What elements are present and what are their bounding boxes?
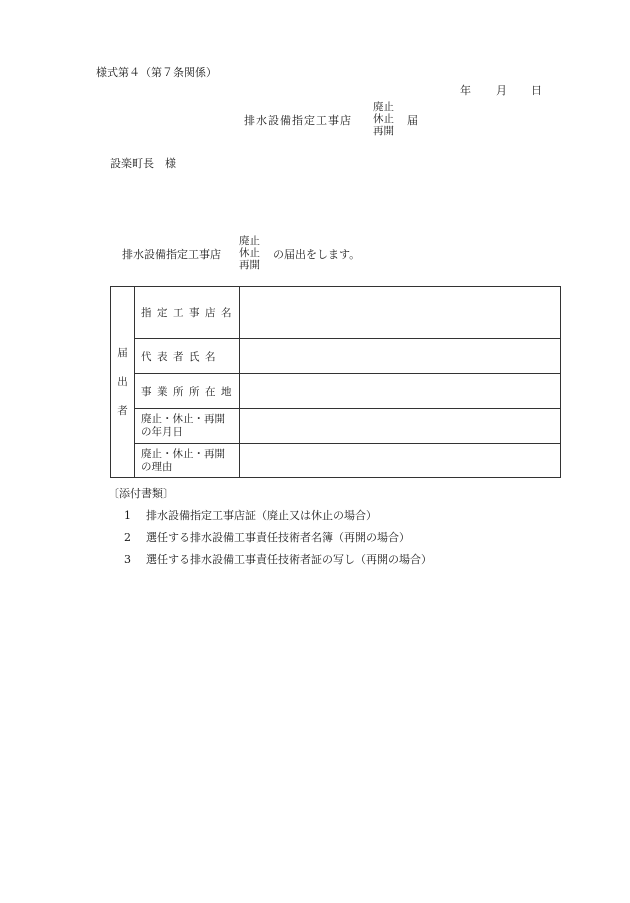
- applicant-side-label: [111, 287, 135, 478]
- statement-option-haishi: 廃止: [239, 235, 260, 247]
- title-option-saikai: 再開: [373, 125, 394, 137]
- table-row: [111, 287, 561, 339]
- side-label-char: 出: [117, 375, 128, 388]
- attachment-text: 選任する排水設備工事責任技術者証の写し（再開の場合）: [146, 553, 432, 566]
- attachment-text: 選任する排水設備工事責任技術者名簿（再開の場合）: [146, 531, 410, 544]
- statement-suffix: の届出をします。: [273, 248, 361, 261]
- table-row: [111, 409, 561, 444]
- notification-table: [110, 286, 561, 478]
- attachment-number: 2: [124, 531, 131, 544]
- field-date[interactable]: [240, 409, 561, 444]
- statement-option-saikai: 再開: [239, 259, 260, 271]
- attachment-number: 3: [124, 553, 131, 566]
- title-option-haishi: 廃止: [373, 101, 394, 113]
- side-label-char: 届: [117, 346, 128, 359]
- table-row: [111, 339, 561, 374]
- table-row: [111, 444, 561, 478]
- label-shop-name: 指定工事店名: [135, 287, 240, 339]
- label-representative-name: 代表者氏名: [135, 339, 240, 374]
- date-month: 月: [496, 84, 507, 97]
- attachment-text: 排水設備指定工事店証（廃止又は休止の場合）: [146, 509, 377, 522]
- table-row: [111, 374, 561, 409]
- statement-option-kyushi: 休止: [239, 247, 260, 259]
- attachment-number: 1: [124, 509, 131, 522]
- label-office-address: 事業所所在地: [135, 374, 240, 409]
- title-prefix: 排水設備指定工事店: [244, 114, 352, 127]
- field-representative-name[interactable]: [240, 339, 561, 374]
- field-office-address[interactable]: [240, 374, 561, 409]
- statement-prefix: 排水設備指定工事店: [122, 248, 221, 261]
- label-reason-line2: の理由: [141, 460, 173, 473]
- field-reason[interactable]: [240, 444, 561, 478]
- form-number: 様式第４（第７条関係）: [96, 66, 217, 79]
- attachments-heading: 〔添付書類〕: [108, 487, 174, 500]
- date-year: 年: [460, 84, 471, 97]
- title-option-kyushi: 休止: [373, 113, 394, 125]
- label-reason: [135, 444, 240, 478]
- title-suffix: 届: [407, 114, 418, 127]
- date-day: 日: [531, 84, 542, 97]
- addressee: 設楽町長 様: [110, 157, 176, 170]
- label-date: [135, 409, 240, 444]
- field-shop-name[interactable]: [240, 287, 561, 339]
- label-date-line1: 廃止・休止・再開: [141, 413, 225, 425]
- label-reason-line1: 廃止・休止・再開: [141, 447, 225, 460]
- label-date-line2: の年月日: [141, 426, 183, 438]
- side-label-char: 者: [117, 404, 128, 417]
